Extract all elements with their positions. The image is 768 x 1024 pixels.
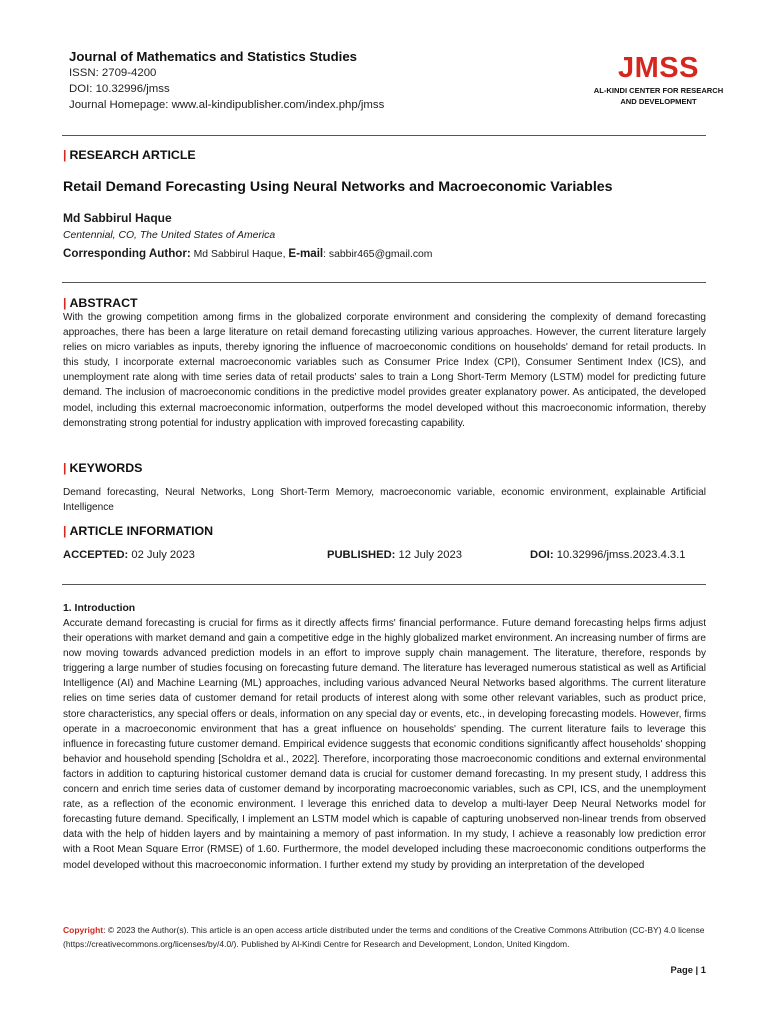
section-bar: | — [63, 461, 67, 475]
abstract-heading — [63, 295, 138, 311]
journal-header — [69, 48, 539, 113]
author-affiliation: Centennial, CO, The United States of America — [63, 230, 276, 241]
email-label: E-mail — [288, 247, 324, 260]
journal-name: Journal of Mathematics and Statistics Studies — [69, 49, 357, 64]
abstract-heading-text: ABSTRACT — [69, 296, 138, 310]
section-bar: | — [63, 296, 67, 310]
page-number: Page | 1 — [670, 964, 706, 975]
accepted-label: ACCEPTED: — [63, 549, 129, 561]
article-type-heading — [63, 147, 196, 163]
keywords-heading — [63, 460, 142, 476]
article-info-heading — [63, 523, 213, 539]
copyright-text: : © 2023 the Author(s). This article is an open access article distributed under the terms and conditions of the Creative Commons Attribution (CC-BY) 4.0 license (https://creativecommons.org/licenses/by/4.0/). Published by Al-Kindi Centre for Research and Development, London, United Kingdom. — [63, 925, 705, 949]
section-bar: | — [63, 524, 67, 538]
divider-above-intro — [62, 584, 706, 585]
copyright-footnote — [63, 923, 706, 951]
corr-label: Corresponding Author: — [63, 247, 191, 260]
publisher-logo — [586, 52, 731, 107]
journal-doi: DOI: 10.32996/jmss — [69, 83, 170, 95]
keywords-text: Demand forecasting, Neural Networks, Long Short-Term Memory, macroeconomic variable, economic environment, explainable Artificial Intelligence — [63, 487, 706, 514]
article-type: RESEARCH ARTICLE — [69, 148, 196, 162]
corr-name: Md Sabbirul Haque, — [190, 249, 289, 260]
email-value: : sabbir465@gmail.com — [323, 249, 433, 260]
published-date — [327, 548, 462, 563]
article-doi — [530, 548, 685, 563]
logo-subtitle-2: AND DEVELOPMENT — [620, 96, 697, 106]
logo-subtitle-1: AL-KINDI CENTER FOR RESEARCH — [593, 86, 724, 95]
abstract-text: With the growing competition among firms in the globalized corporate environment and considering the complexity of demand forecasting approaches, there has been a large literature on retail demand forecasting utilizing various approaches. However, the current literature largely relies on micro variables as inputs, thereby ignoring the influence of macroeconomic conditions on households' demand for retail products. In this study, I incorporate external macroeconomic variables such as Consumer Price Index (CPI), Consumer Sentiment Index (ICS), and unemployment rate along with time series data of retail products' sales to train a Long Short-Term Memory (LSTM) model for predicting future demand. The inclusion of macroeconomic conditions in the predictive model provides greater explanatory power. As anticipated, the developed model, including this external macroeconomic information, outperforms the model developed without this macroeconomic information, thereby demonstrating strong potential for industry application with improved forecasting capability. — [63, 312, 706, 429]
journal-homepage: Journal Homepage: www.al-kindipublisher.com/index.php/jmss — [69, 99, 385, 111]
doi-label: DOI: — [530, 549, 554, 561]
corresponding-author — [63, 246, 432, 262]
article-info-heading-text: ARTICLE INFORMATION — [69, 524, 214, 538]
logo-text: JMSS — [618, 52, 699, 84]
introduction-heading: 1. Introduction — [63, 603, 136, 614]
author-name: Md Sabbirul Haque — [63, 211, 172, 225]
header-divider — [62, 135, 706, 136]
divider-above-abstract — [62, 282, 706, 283]
introduction-text: Accurate demand forecasting is crucial for firms as it directly affects firms' financial performance. Future demand forecasting helps firms adjust their operations with market demand and gain a competitive edge in the highly globalized market environment. An increasing number of firms are now moving towards advanced prediction models in an effort to improve supply chain management. The literature, therefore, responds by triggering a large number of studies focusing on forecasting future demand. The literature has leveraged numerous statistical as well as Artificial Intelligence (AI) and Machine Learning (ML) approaches, including various advanced Neural Networks based algorithms. The current literature relies on time series data of customer demand for retail products of interest along with some other relevant variables, such as product price, store characteristics, any special offers or deals, information on any special day or events, etc., in developing forecasting models. However, firms operate in a macroeconomic environment that has a great influence on households' spending. The current literature fails to leverage this influence in forecasting future customer demand. Empirical evidence suggests that economic conditions significantly affect households' shopping behavior and household spending [Scholdra et al., 2022]. Therefore, incorporating those macroeconomic conditions and external environmental factors in addition to capturing historical customer demand data is crucial for customer demand forecasting. In my present study, I address this concern and enrich time series data of customer demand by incorporating macroeconomic variables, such as CPI, ICS, and the unemployment rate, as a reflection of the economic environment. I leverage this enriched data to develop a multi-layer Deep Neural Networks model for forecasting future demand. Specifically, I implement an LSTM model which is capable of capturing unobserved non-linear trends from observed data with the help of hidden layers and by maintaining a memory of past information. In my study, I achieve a reasonably low prediction error with a Root Mean Square Error (RMSE) of 1.60. Furthermore, the model developed including these macroeconomic conditions outperforms the model developed without this macroeconomic information. I further extend my study by providing an interpretation of the developed — [63, 618, 706, 871]
doi-value: 10.32996/jmss.2023.4.3.1 — [553, 549, 686, 561]
published-label: PUBLISHED: — [327, 549, 396, 561]
published-value: 12 July 2023 — [395, 549, 462, 561]
accepted-value: 02 July 2023 — [128, 549, 195, 561]
article-title: Retail Demand Forecasting Using Neural Networks and Macroeconomic Variables — [63, 179, 613, 195]
keywords-heading-text: KEYWORDS — [69, 461, 143, 475]
copyright-label: Copyright — [63, 925, 104, 935]
accepted-date — [63, 548, 195, 563]
journal-issn: ISSN: 2709-4200 — [69, 67, 157, 79]
section-bar: | — [63, 148, 67, 162]
